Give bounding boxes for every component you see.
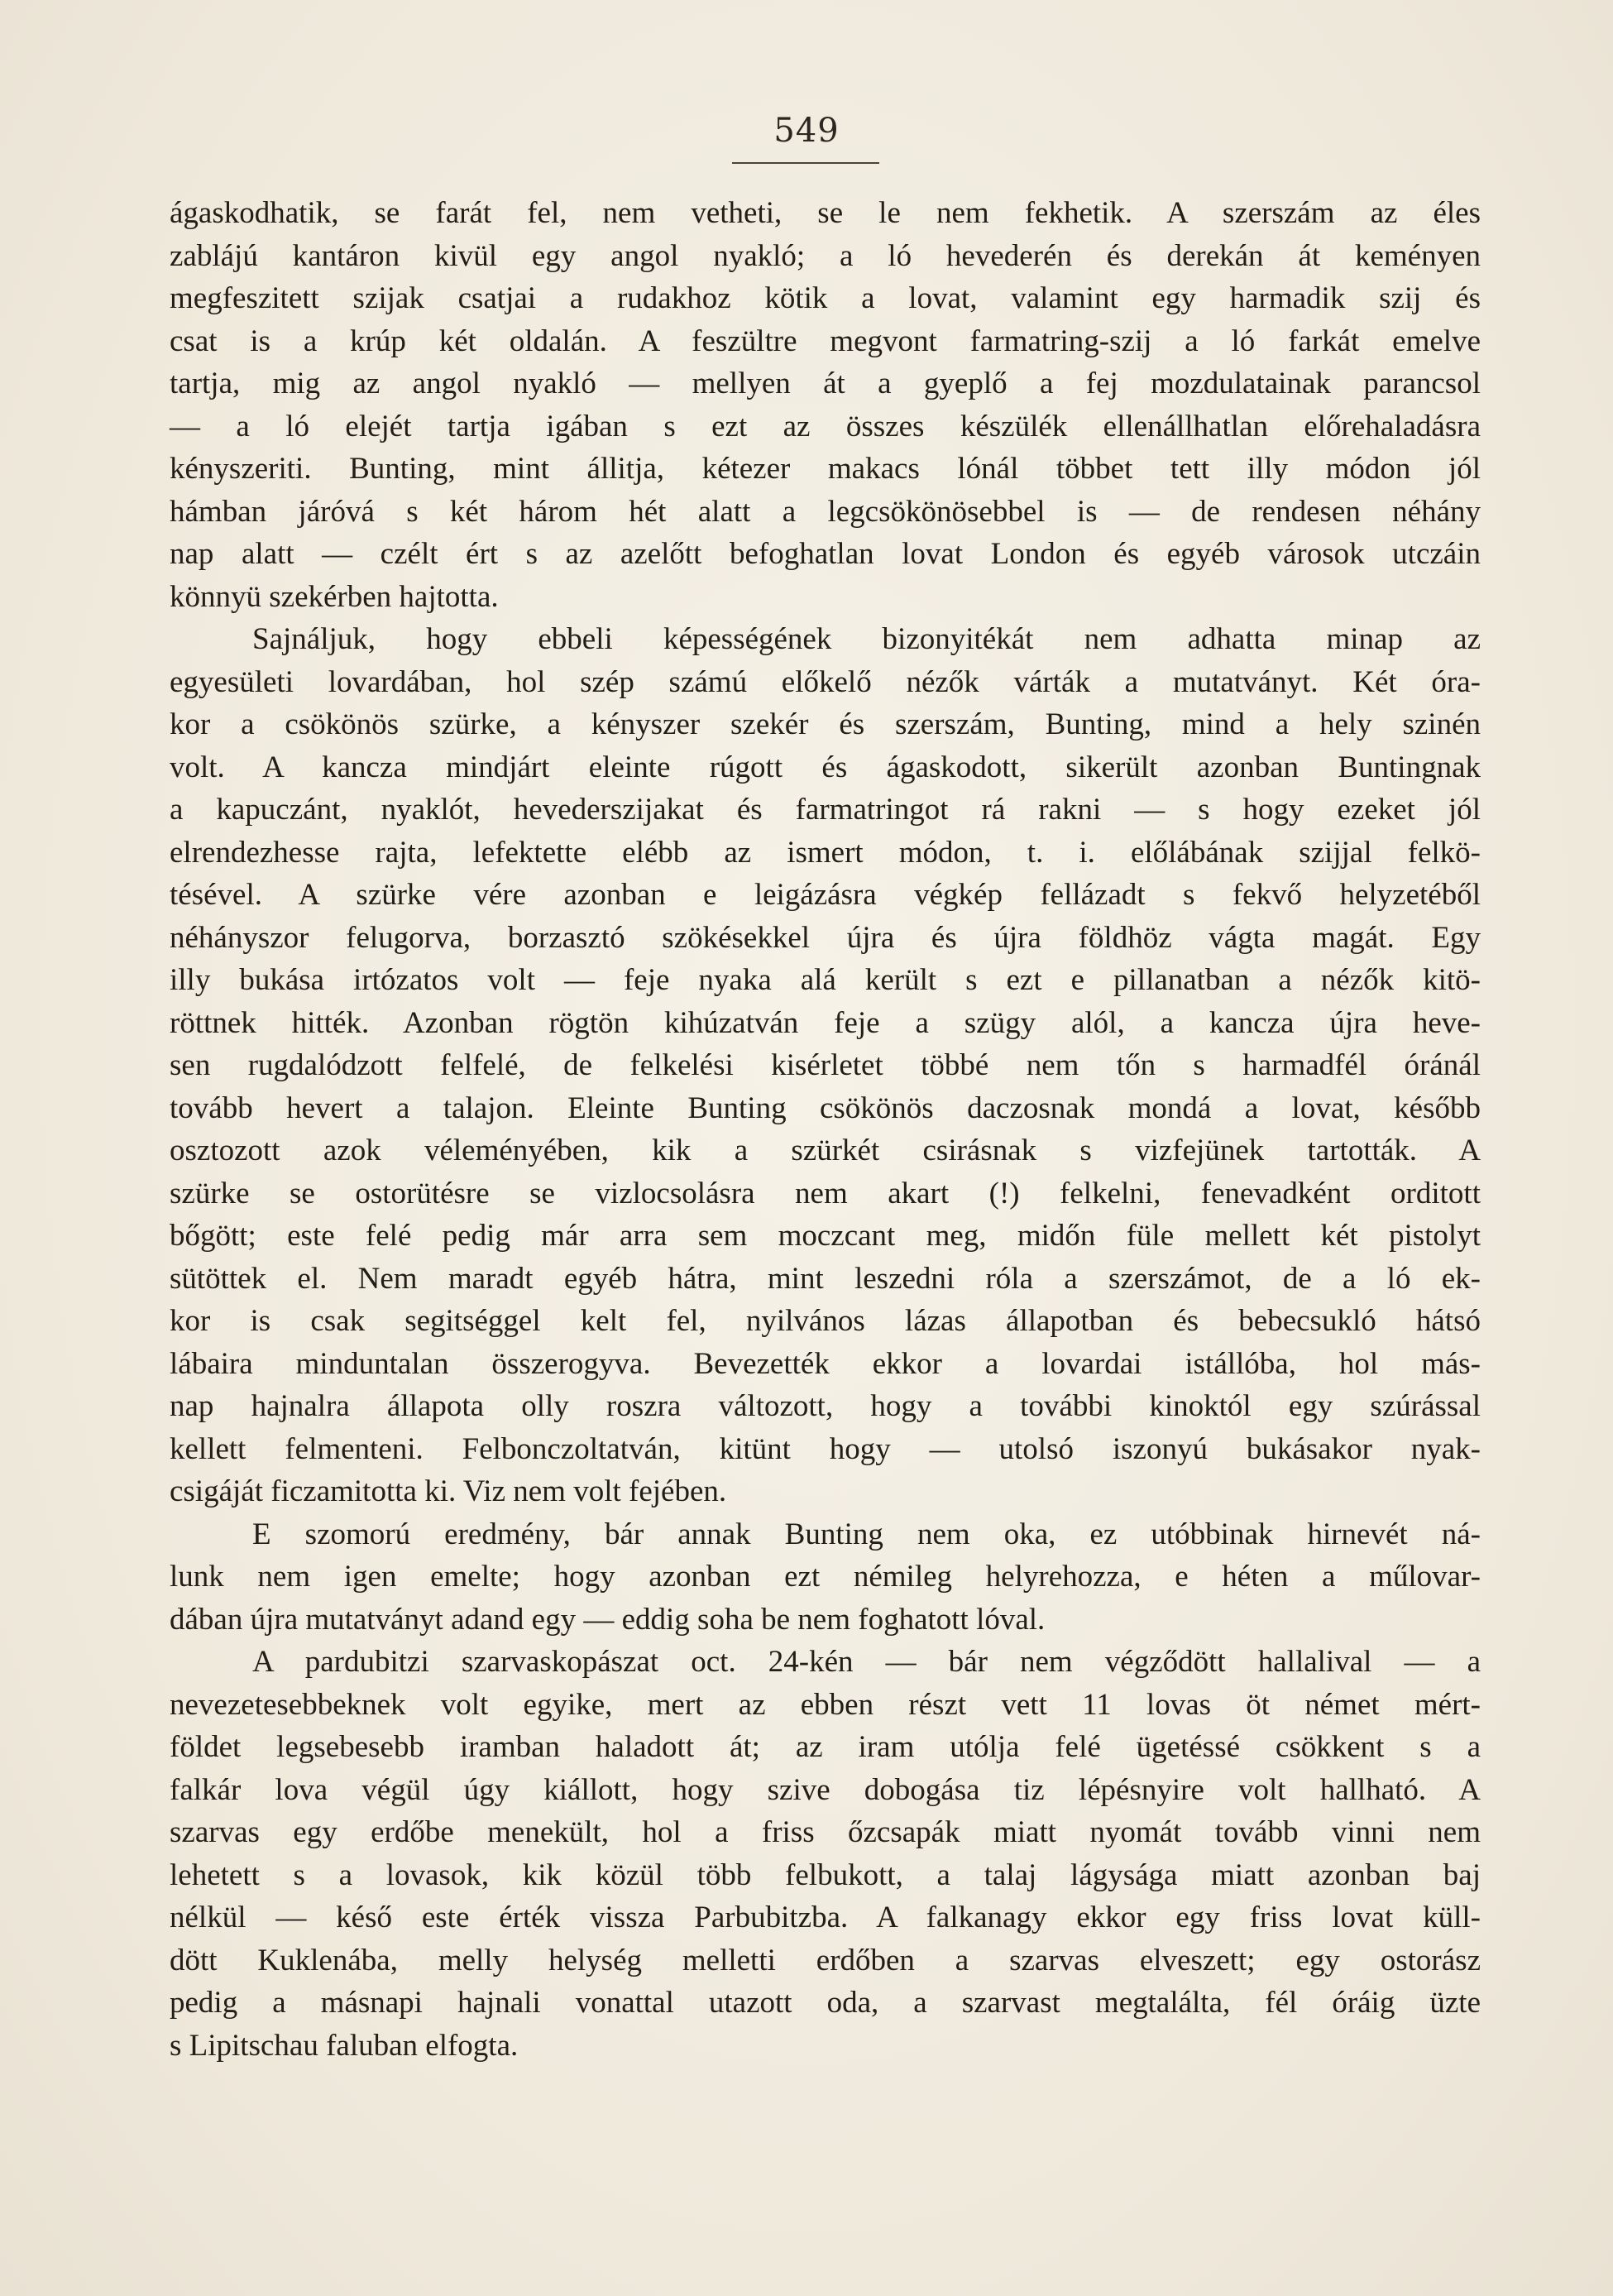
text-line: néhányszor felugorva, borzasztó szökésekkel újra és újra földhöz vágta magát. Egy bbox=[170, 920, 1481, 955]
text-line: szürke se ostorütésre se vizlocsolásra nem akart (!) felkelni, fenevadként orditott bbox=[170, 1176, 1481, 1210]
text-line: röttnek hitték. Azonban rögtön kihúzatván feje a szügy alól, a kancza újra heve- bbox=[170, 1005, 1481, 1040]
text-line: illy bukása irtózatos volt — feje nyaka alá került s ezt e pillanatban a nézők kitö- bbox=[170, 963, 1481, 997]
text-line: nap alatt — czélt ért s az azelőtt befoghatlan lovat London és egyéb városok utczáin bbox=[170, 537, 1481, 571]
text-line: falkár lova végül úgy kiállott, hogy szive dobogása tiz lépésnyire volt hallható. A bbox=[170, 1772, 1481, 1807]
text-line: — a ló elejét tartja igában s ezt az összes készülék ellenállhatlan előrehaladásra bbox=[170, 409, 1481, 443]
text-line: elrendezhesse rajta, lefektette elébb az ismert módon, t. i. előlábának szijjal felkö- bbox=[170, 835, 1481, 870]
text-line: dött Kuklenába, melly helység melletti erdőben a szarvas elveszett; egy ostorász bbox=[170, 1943, 1481, 1977]
text-line: csigáját ficzamitotta ki. Viz nem volt fejében. bbox=[170, 1474, 727, 1508]
text-line: hámban járóvá s két három hét alatt a legcsökönösebbel is — de rendesen néhány bbox=[170, 494, 1481, 529]
text-line: sen rugdalódzott felfelé, de felkelési kisérletet többé nem tőn s harmadfél óránál bbox=[170, 1048, 1481, 1082]
text-line: kor is csak segitséggel kelt fel, nyilvános lázas állapotban és bebecsukló hátsó bbox=[170, 1304, 1481, 1338]
text-line: kényszeriti. Bunting, mint állitja, kétezer makacs lónál többet tett illy módon jól bbox=[170, 452, 1481, 486]
text-line: bőgött; este felé pedig már arra sem moczcant meg, midőn füle mellett két pistolyt bbox=[170, 1219, 1481, 1253]
body-text bbox=[170, 192, 1481, 2067]
paragraph bbox=[170, 618, 1481, 1513]
text-line: lábaira minduntalan összerogyva. Bevezették ekkor a lovardai istállóba, hol más- bbox=[170, 1346, 1481, 1381]
text-line: nap hajnalra állapota olly roszra változott, hogy a további kinoktól egy szúrással bbox=[170, 1389, 1481, 1423]
page-number: 549 bbox=[773, 112, 840, 150]
text-line: ágaskodhatik, se farát fel, nem vetheti, se le nem fekhetik. A szerszám az éles bbox=[170, 196, 1481, 230]
text-line: dában újra mutatványt adand egy — eddig soha be nem foghatott lóval. bbox=[170, 1602, 1046, 1637]
text-line: a kapuczánt, nyaklót, hevederszijakat és farmatringot rá rakni — s hogy ezeket jól bbox=[170, 793, 1481, 827]
text-line: osztozott azok véleményében, kik a szürkét csirásnak s vizfejünek tartották. A bbox=[170, 1134, 1481, 1167]
text-line: Sajnáljuk, hogy ebbeli képességének bizonyitékát nem adhatta minap az bbox=[252, 622, 1481, 656]
text-line: könnyü szekérben hajtotta. bbox=[170, 579, 499, 614]
header-rule bbox=[732, 162, 879, 164]
text-line: földet legsebesebb iramban haladott át; az iram utólja felé ügetéssé csökkent s a bbox=[170, 1730, 1481, 1764]
text-line: volt. A kancza mindjárt eleinte rúgott és ágaskodott, sikerült azonban Buntingnak bbox=[170, 750, 1481, 784]
paragraph bbox=[170, 1641, 1481, 2067]
text-line: zablájú kantáron kivül egy angol nyakló; a ló hevederén és derekán át keményen bbox=[170, 238, 1481, 273]
paragraph bbox=[170, 1513, 1481, 1642]
text-line: pedig a másnapi hajnali vonattal utazott oda, a szarvast megtalálta, fél óráig üzte bbox=[170, 1986, 1481, 2020]
text-line: csat is a krúp két oldalán. A feszültre megvont farmatring-szij a ló farkát emelve bbox=[170, 324, 1481, 358]
text-line: kellett felmenteni. Felbonczoltatván, kitünt hogy — utolsó iszonyú bukásakor nyak- bbox=[170, 1431, 1481, 1466]
text-line: lunk nem igen emelte; hogy azonban ezt némileg helyrehozza, e héten a műlovar- bbox=[170, 1560, 1481, 1594]
text-line: tovább hevert a talajon. Eleinte Bunting csökönös daczosnak mondá a lovat, később bbox=[170, 1090, 1481, 1125]
text-line: s Lipitschau faluban elfogta. bbox=[170, 2028, 519, 2063]
text-line: szarvas egy erdőbe menekült, hol a friss őzcsapák miatt nyomát tovább vinni nem bbox=[170, 1815, 1481, 1849]
text-line: lehetett s a lovasok, kik közül több felbukott, a talaj lágysága miatt azonban baj bbox=[170, 1857, 1481, 1892]
text-line: tartja, mig az angol nyakló — mellyen át a gyeplő a fej mozdulatainak parancsol bbox=[170, 367, 1481, 400]
text-line: egyesületi lovardában, hol szép számú előkelő nézők várták a mutatványt. Két óra- bbox=[170, 664, 1481, 699]
text-line: nevezetesebbeknek volt egyike, mert az ebben részt vett 11 lovas öt német mért- bbox=[170, 1687, 1481, 1722]
text-line: megfeszitett szijak csatjai a rudakhoz kötik a lovat, valamint egy harmadik szij és bbox=[170, 281, 1481, 315]
text-line: nélkül — késő este érték vissza Parbubitzba. A falkanagy ekkor egy friss lovat küll- bbox=[170, 1901, 1481, 1934]
text-line: A pardubitzi szarvaskopászat oct. 24-kén — bár nem végződött hallalival — a bbox=[252, 1645, 1481, 1679]
paragraph bbox=[170, 192, 1481, 618]
text-line: E szomorú eredmény, bár annak Bunting nem oka, ez utóbbinak hirnevét ná- bbox=[252, 1517, 1481, 1551]
text-line: sütöttek el. Nem maradt egyéb hátra, mint leszedni róla a szerszámot, de a ló ek- bbox=[170, 1261, 1481, 1296]
text-line: kor a csökönös szürke, a kényszer szekér és szerszám, Bunting, mind a hely szinén bbox=[170, 707, 1481, 741]
text-line: tésével. A szürke vére azonban e leigázásra végkép fellázadt s fekvő helyzetéből bbox=[170, 878, 1481, 912]
